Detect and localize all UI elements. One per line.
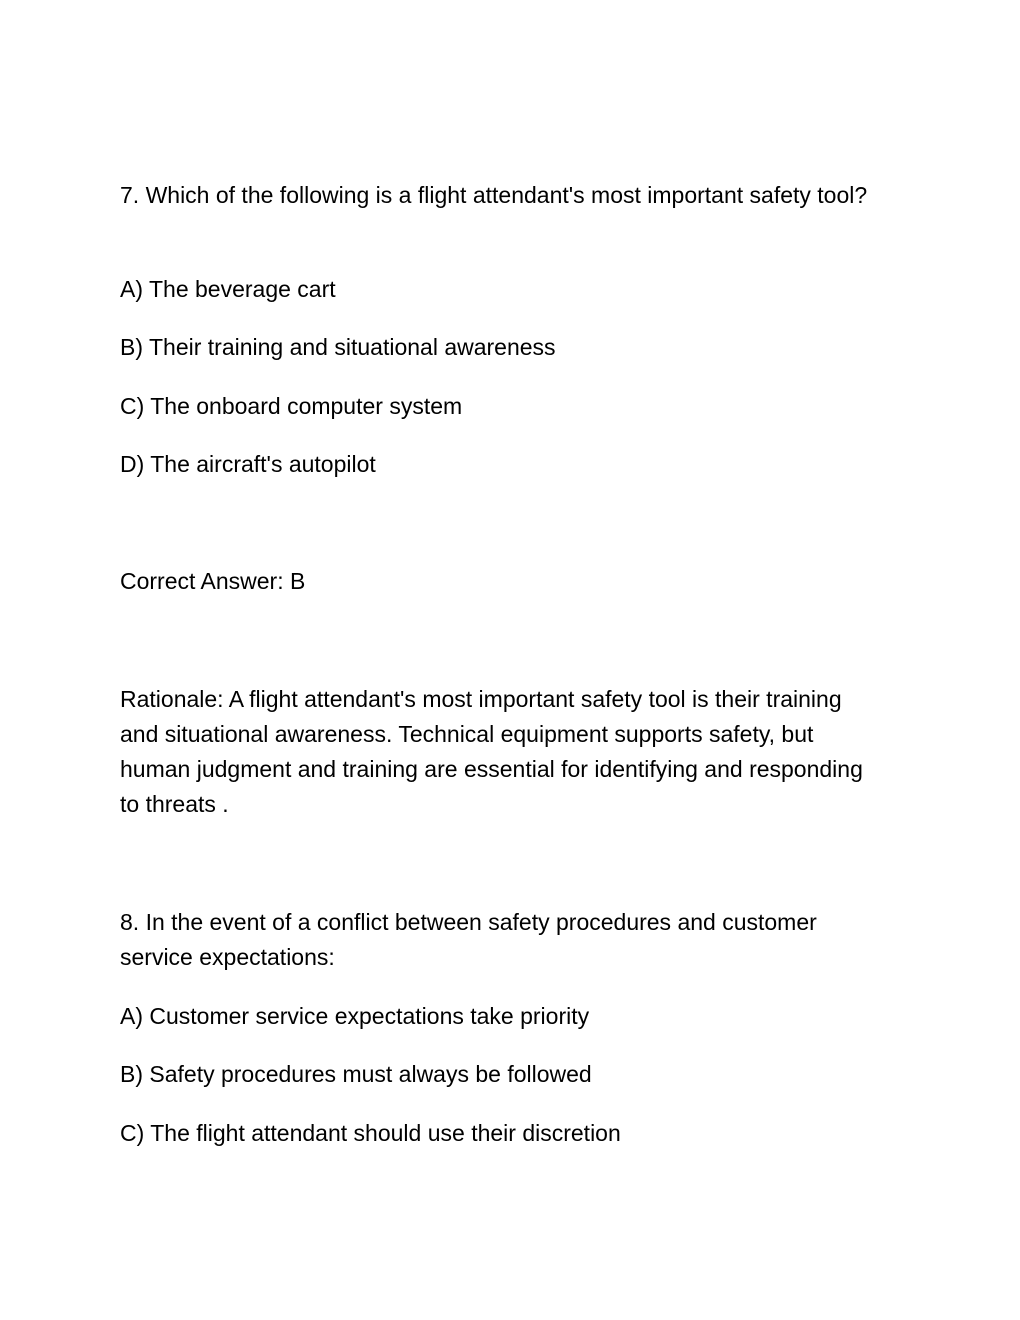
question-7-option-c: C) The onboard computer system — [120, 393, 463, 419]
question-7-rationale: Rationale: A flight attendant's most important safety tool is their training and situational awareness. Technical equipment supports safety, but human judgment and training are essential for identifying and responding to threats . — [120, 686, 863, 817]
question-7-option-a: A) The beverage cart — [120, 276, 336, 302]
question-7-option-d: D) The aircraft's autopilot — [120, 451, 376, 477]
question-7-text: 7. Which of the following is a flight attendant's most important safety tool? — [120, 182, 868, 208]
question-7-correct-answer: Correct Answer: B — [120, 568, 306, 594]
question-8-option-b: B) Safety procedures must always be followed — [120, 1061, 592, 1087]
question-8-option-a: A) Customer service expectations take priority — [120, 1003, 590, 1029]
question-7-option-b: B) Their training and situational awareness — [120, 334, 556, 360]
question-8-text: 8. In the event of a conflict between safety procedures and customer service expectations: — [120, 909, 817, 970]
question-8-option-c: C) The flight attendant should use their discretion — [120, 1120, 621, 1146]
